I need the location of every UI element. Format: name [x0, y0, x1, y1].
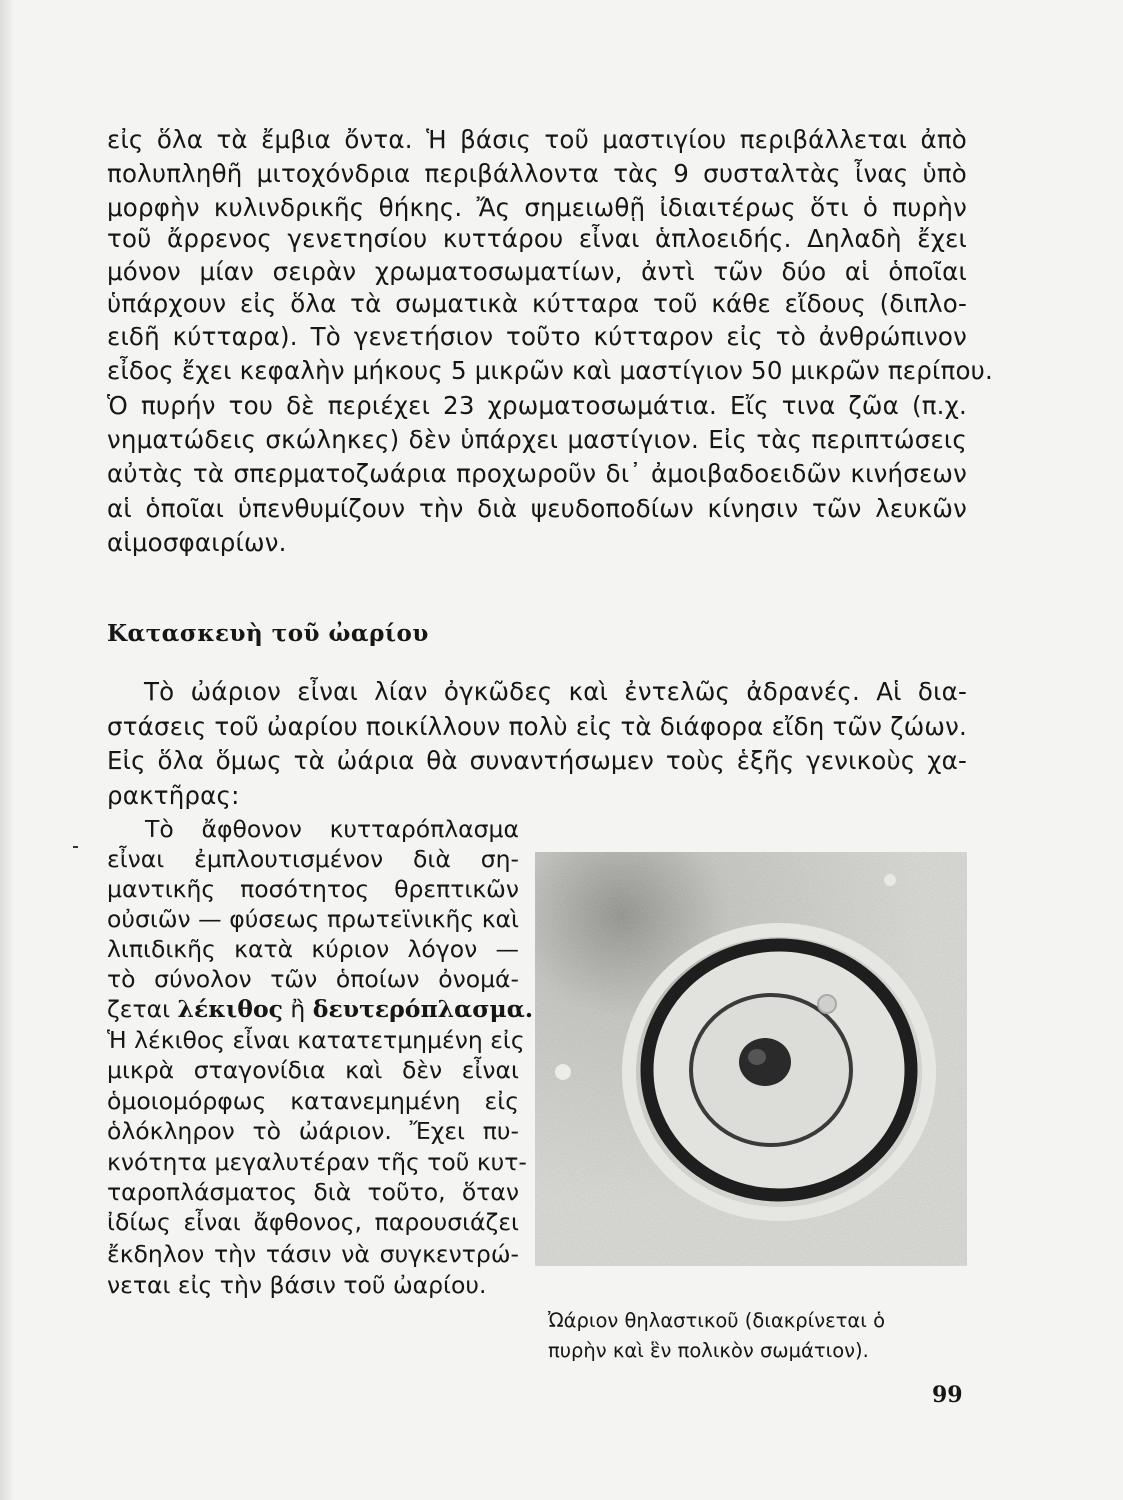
margin-mark: [73, 846, 78, 848]
text-line: ταροπλάσματος διὰ τοῦτο, ὅταν: [107, 1178, 519, 1206]
figure-caption-line: Ὠάριον θηλαστικοῦ (διακρίνεται ὁ: [548, 1309, 885, 1332]
page-edge-shadow: [0, 0, 14, 1500]
text-line: κνότητα μεγαλυτέραν τῆς τοῦ κυτ-: [107, 1148, 527, 1176]
text-line: μικρὰ σταγονίδια καὶ δὲν εἶναι: [107, 1056, 519, 1084]
text-line: οὐσιῶν — φύσεως πρωτεϊνικῆς καὶ: [107, 905, 519, 933]
text-line: ρακτῆρας:: [107, 781, 240, 810]
text-fragment: ἢ: [282, 995, 313, 1023]
text-line: τὸ σύνολον τῶν ὁποίων ὀνομά-: [107, 965, 519, 993]
text-line: ειδῆ κύτταρα). Τὸ γενετήσιον τοῦτο κύτταρον εἰς τὸ ἀνθρώπινον: [107, 322, 967, 351]
text-line: αἱ ὁποῖαι ὑπενθυμίζουν τὴν διὰ ψευδοποδίων κίνησιν τῶν λευκῶν: [107, 494, 967, 523]
text-line: μορφὴν κυλινδρικῆς θήκης. Ἄς σημειωθῇ ἰδιαιτέρως ὅτι ὁ πυρὴν: [107, 193, 967, 222]
text-line: εἶδος ἔχει κεφαλὴν μήκους 5 μικρῶν καὶ μαστίγιον 50 μικρῶν περίπου.: [107, 356, 993, 385]
text-line: λιπιδικῆς κατὰ κύριον λόγον —: [107, 935, 519, 963]
ovum-image: [535, 852, 967, 1266]
text-line: Εἰς ὅλα ὅμως τὰ ὠάρια θὰ συναντήσωμεν τοὺς ἑξῆς γενικοὺς χα-: [107, 746, 967, 775]
text-line: Ἡ λέκιθος εἶναι κατατετμημένη εἰς: [107, 1026, 525, 1054]
text-line: ἰδίως εἶναι ἄφθονος, παρουσιάζει: [107, 1208, 519, 1236]
text-line: μόνον μίαν σειρὰν χρωματοσωματίων, ἀντὶ τῶν δύο αἱ ὁποῖαι: [107, 257, 967, 286]
section-heading: Κατασκευὴ τοῦ ὠαρίου: [107, 620, 429, 647]
text-line: πολυπληθῆ μιτοχόνδρια περιβάλλοντα τὰς 9 συσταλτὰς ἶνας ὑπὸ: [107, 159, 967, 188]
text-line: ἔκδηλον τὴν τάσιν νὰ συγκεντρώ-: [107, 1240, 519, 1268]
text-line: στάσεις τοῦ ὠαρίου ποικίλλουν πολὺ εἰς τὰ διάφορα εἴδη τῶν ζώων.: [107, 712, 967, 741]
figure-caption-line: πυρὴν καὶ ἓν πολικὸν σωμάτιον).: [548, 1339, 869, 1362]
text-line: Τὸ ὠάριον εἶναι λίαν ὀγκῶδες καὶ ἐντελῶς ἀδρανές. Αἱ δια-: [144, 677, 967, 706]
text-line: αὐτὰς τὰ σπερματοζωάρια προχωροῦν δι᾿ ἀμοιβαδοειδῶν κινήσεων: [107, 459, 967, 488]
text-line: ὁλόκληρον τὸ ὠάριον. Ἔχει πυ-: [107, 1117, 519, 1145]
text-line: αἱμοσφαιρίων.: [107, 528, 287, 557]
term-deuteroplasma: δευτερόπλασμα.: [312, 995, 534, 1023]
text-line: τοῦ ἄρρενος γενετησίου κυττάρου εἶναι ἁπλοειδής. Δηλαδὴ ἔχει: [107, 224, 967, 253]
text-line: μαντικῆς ποσότητος θρεπτικῶν: [107, 875, 519, 903]
text-line: Ὁ πυρήν του δὲ περιέχει 23 χρωματοσωμάτια. Εἴς τινα ζῶα (π.χ.: [107, 391, 967, 420]
ovum-micrograph: [535, 852, 967, 1266]
text-line: ὁμοιομόρφως κατανεμημένη εἰς: [107, 1087, 519, 1115]
text-line: Τὸ ἄφθονον κυτταρόπλασμα: [145, 815, 519, 843]
text-line: εἰς ὅλα τὰ ἔμβια ὄντα. Ἡ βάσις τοῦ μαστιγίου περιβάλλεται ἀπὸ: [107, 125, 967, 154]
page-number: 99: [932, 1382, 963, 1408]
term-line: [107, 995, 534, 1025]
text-fragment: ζεται: [107, 995, 178, 1023]
text-line: νηματώδεις σκώληκες) δὲν ὑπάρχει μαστίγιον. Εἰς τὰς περιπτώσεις: [107, 425, 967, 454]
text-line: εἶναι ἐμπλουτισμένον διὰ ση-: [107, 845, 519, 873]
text-line: ὑπάρχουν εἰς ὅλα τὰ σωματικὰ κύτταρα τοῦ κάθε εἴδους (διπλο-: [107, 289, 967, 318]
term-lecithos: λέκιθος: [177, 995, 283, 1023]
text-line: νεται εἰς τὴν βάσιν τοῦ ὠαρίου.: [107, 1271, 487, 1299]
